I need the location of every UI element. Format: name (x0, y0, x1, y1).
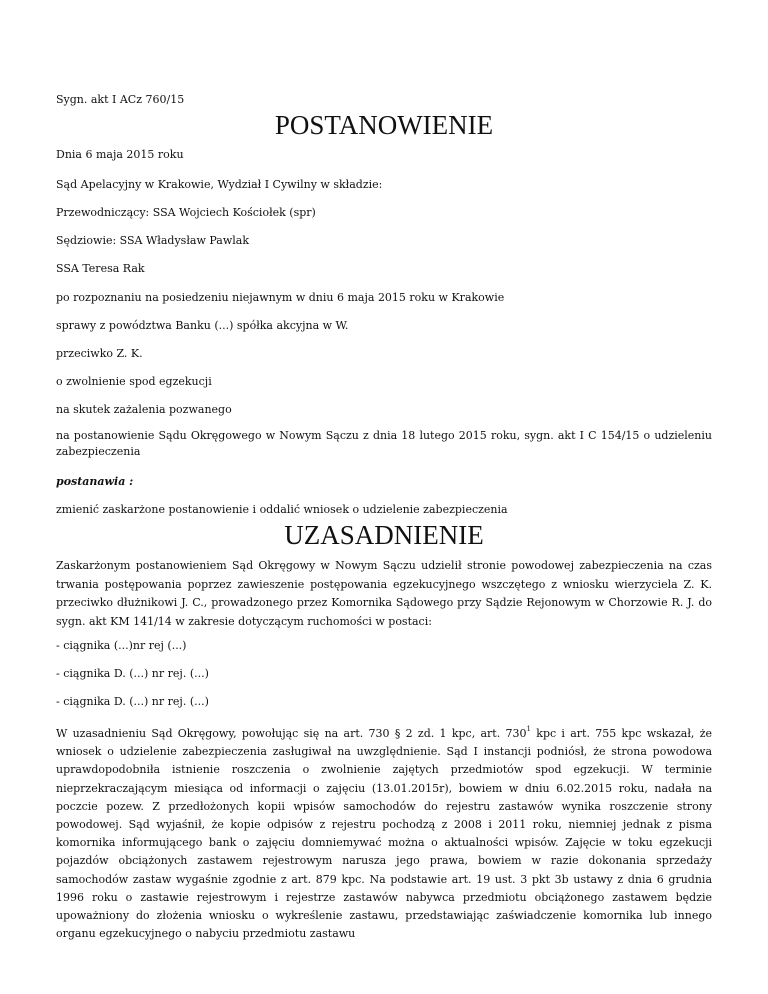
case-number: Sygn. akt I ACz 760/15 (56, 93, 185, 106)
session-line: po rozpoznaniu na posiedzeniu niejawnym w dniu 6 maja 2015 roku w Krakowie (56, 291, 505, 304)
chairman-line: Przewodniczący: SSA Wojciech Kościołek (spr) (56, 206, 316, 219)
date-line: Dnia 6 maja 2015 roku (56, 148, 184, 161)
paragraph-2-rest: kpc i art. 755 kpc wskazał, że wniosek o udzielenie zabezpieczenia zasługiwał na uwzględnienie. Sąd I instancji podniósł, że strona powodowa uprawdopodobniła istnienie roszczenia o zwolnienie zajętych przedmiotów spod egzekucji. W terminie nieprzekraczającym miesiąca od informacji o zajęciu (13.01.2015r), bowiem w dniu 6.02.2015 roku, nadała na poczcie pozew. Z przedłożonych kopii wpisów samochodów do rejestru zastawów wynika roszczenie strony powodowej. Sąd wyjaśnił, że kopie odpisów z rejestru pochodzą z 2008 i 2011 roku, niemniej jednak z pisma komornika informującego bank o zajęciu domniemywać można o aktualności wpisów. Zajęcie w toku egzekucji pojazdów obciążonych zastawem rejestrowym narusza jego prawa, bowiem w razie dokonania sprzedaży samochodów zastaw wygaśnie zgodnie z art. 879 kpc. Na podstawie art. 19 ust. 3 pkt 3b ustawy z dnia 6 grudnia 1996 roku o zastawie rejestrowym i rejestrze zastawów nabywca przedmiotu obciążonego zastawem będzie upoważniony do złożenia wniosku o wykreślenie zastawu, przedstawiając zaświadczenie komornika lub innego organu egzekucyjnego o nabyciu przedmiotu zastawu (56, 727, 713, 941)
list-item: - ciągnika D. (...) nr rej. (...) (56, 695, 209, 708)
justification-paragraph-1: Zaskarżonym postanowieniem Sąd Okręgowy w Nowym Sączu udzielił stronie powodowej zabezpieczenia na czas trwania postępowania poprzez zawieszenie postępowania egzekucyjnego wszczętego z wniosku wierzyciela Z. K. przeciwko dłużnikowi J. C., prowadzonego przez Komornika Sądowego przy Sądzie Rejonowym w Chorzowie R. J. do sygn. akt KM 141/14 w zakresie dotyczącym ruchomości w postaci: (56, 559, 712, 628)
court-line: Sąd Apelacyjny w Krakowie, Wydział I Cywilny w składzie: (56, 178, 383, 191)
ruling-label: postanawia : (56, 475, 134, 488)
appeal-line: na skutek zażalenia pozwanego (56, 403, 232, 416)
justification-title: UZASADNIENIE (284, 520, 484, 550)
paragraph-2-start: W uzasadnieniu Sąd Okręgowy, powołując się na art. 730 § 2 zd. 1 kpc, art. 730 (56, 727, 527, 740)
against-line: przeciwko Z. K. (56, 347, 143, 360)
subject-line: o zwolnienie spod egzekucji (56, 375, 212, 388)
superscript-one: 1 (526, 725, 531, 734)
judge2-line: SSA Teresa Rak (56, 262, 145, 275)
case-action-line: sprawy z powództwa Banku (...) spółka akcyjna w W. (56, 319, 349, 332)
judges-line: Sędziowie: SSA Władysław Pawlak (56, 234, 249, 247)
ruling-text: zmienić zaskarżone postanowienie i oddalić wniosek o udzielenie zabezpieczenia (56, 503, 508, 516)
justification-paragraph-2 (56, 725, 712, 943)
decision-reference: na postanowienie Sądu Okręgowego w Nowym Sączu z dnia 18 lutego 2015 roku, sygn. akt I C 154/15 o udzieleniu zabezpieczenia (56, 429, 712, 458)
list-item: - ciągnika (...)nr rej (...) (56, 639, 187, 652)
document-title: POSTANOWIENIE (274, 110, 494, 140)
list-item: - ciągnika D. (...) nr rej. (...) (56, 667, 209, 680)
